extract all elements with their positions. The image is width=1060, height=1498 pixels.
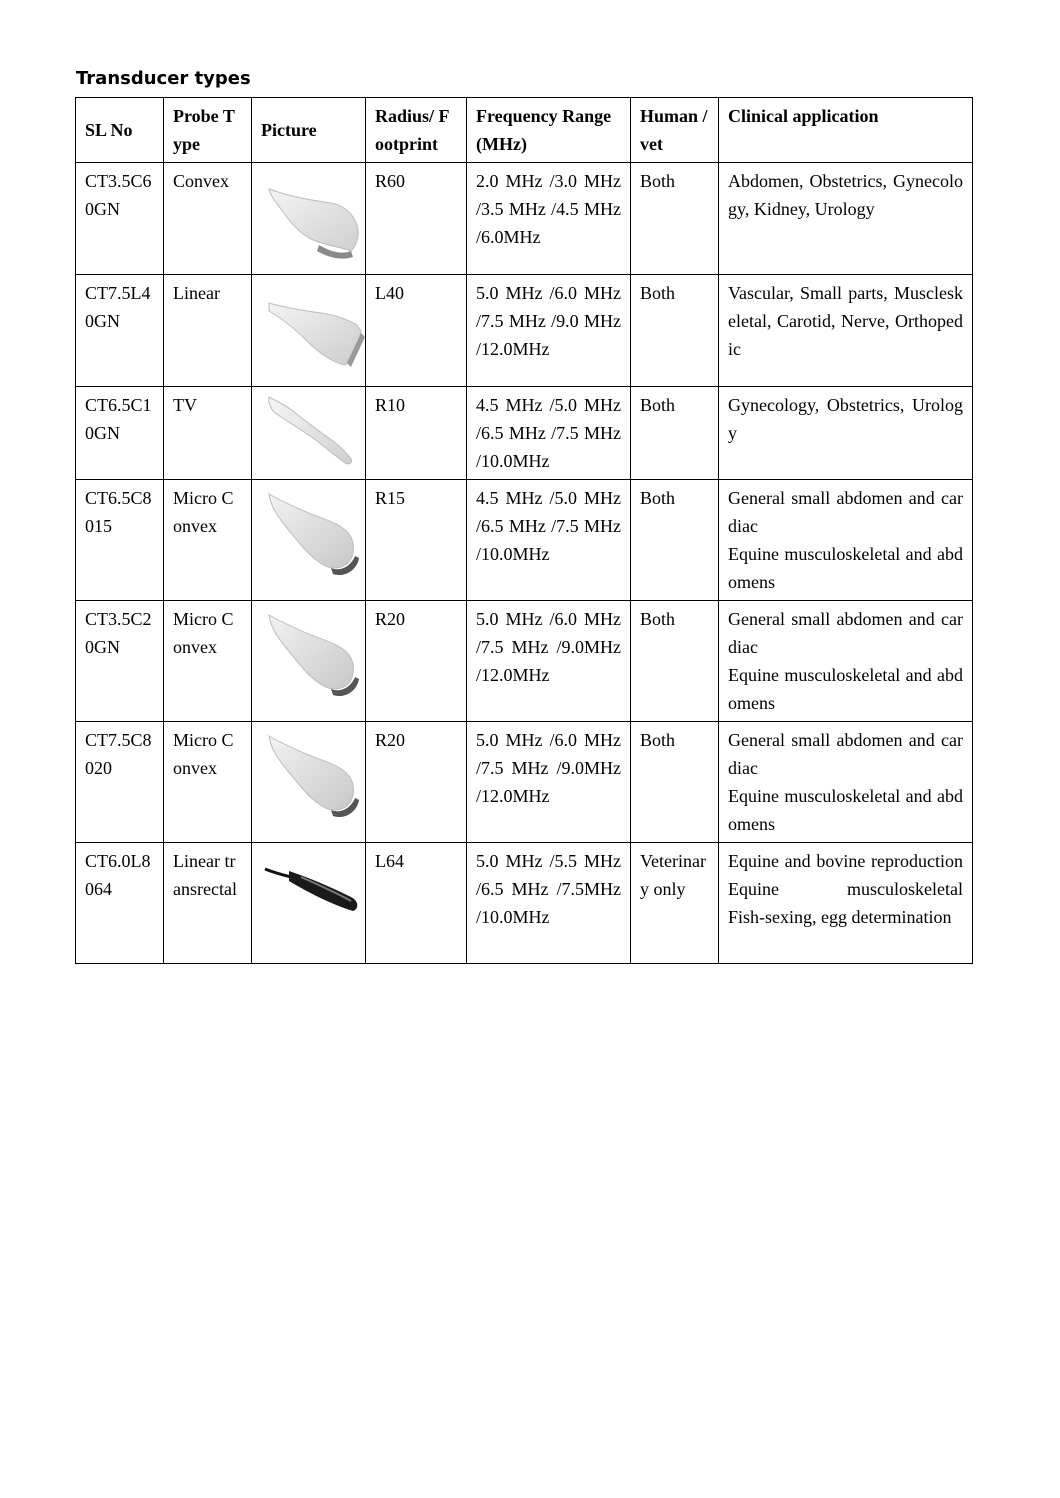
clinical-line: General small abdomen and cardiac — [728, 730, 963, 778]
cell-human-vet: Both — [631, 480, 719, 601]
cell-probe-type: Linear — [164, 275, 252, 387]
convex-probe-icon — [261, 167, 356, 267]
cell-sl-no: CT3.5C60GN — [76, 163, 164, 275]
cell-sl-no: CT3.5C20GN — [76, 601, 164, 722]
header-sl-no: SL No — [76, 98, 164, 163]
clinical-line: Equine and bovine reproduction — [728, 851, 963, 871]
cell-human-vet: Both — [631, 275, 719, 387]
table-row — [76, 480, 973, 601]
cell-probe-type: Micro Convex — [164, 480, 252, 601]
cell-frequency: 2.0 MHz /3.0 MHz /3.5 MHz /4.5 MHz /6.0MHz — [467, 163, 631, 275]
cell-sl-no: CT6.5C10GN — [76, 387, 164, 480]
cell-frequency: 5.0 MHz /6.0 MHz /7.5 MHz /9.0MHz /12.0MHz — [467, 601, 631, 722]
header-probe-type: Probe Type — [164, 98, 252, 163]
cell-sl-no: CT7.5L40GN — [76, 275, 164, 387]
page-title: Transducer types — [76, 68, 251, 89]
micro-convex-probe-icon — [261, 605, 356, 705]
linear-probe-icon — [261, 279, 356, 379]
header-human-vet: Human / vet — [631, 98, 719, 163]
cell-probe-type: Micro Convex — [164, 722, 252, 843]
cell-clinical — [719, 843, 973, 964]
cell-frequency: 5.0 MHz /5.5 MHz /6.5 MHz /7.5MHz /10.0MHz — [467, 843, 631, 964]
clinical-line: Abdomen, Obstetrics, Gynecology, Kidney, Urology — [728, 171, 963, 219]
clinical-line: Fish-sexing, egg determination — [728, 907, 952, 927]
cell-radius: R10 — [366, 387, 467, 480]
cell-probe-type: Convex — [164, 163, 252, 275]
cell-frequency: 5.0 MHz /6.0 MHz /7.5 MHz /9.0MHz /12.0MHz — [467, 722, 631, 843]
header-picture: Picture — [252, 98, 366, 163]
cell-radius: R20 — [366, 722, 467, 843]
clinical-line: General small abdomen and cardiac — [728, 609, 963, 657]
header-radius: Radius/ Footprint — [366, 98, 467, 163]
clinical-line: General small abdomen and cardiac — [728, 488, 963, 536]
header-row — [76, 98, 973, 163]
cell-sl-no: CT6.5C8015 — [76, 480, 164, 601]
cell-clinical — [719, 275, 973, 387]
cell-radius: R20 — [366, 601, 467, 722]
cell-frequency: 5.0 MHz /6.0 MHz /7.5 MHz /9.0 MHz /12.0MHz — [467, 275, 631, 387]
clinical-line: Equine musculoskeletal — [728, 879, 963, 899]
clinical-line: Equine musculoskeletal and abdomens — [728, 665, 963, 713]
transrectal-probe-icon — [261, 847, 356, 917]
cell-radius: R15 — [366, 480, 467, 601]
micro-convex-probe-icon — [261, 484, 356, 584]
cell-probe-type: Micro Convex — [164, 601, 252, 722]
cell-human-vet: Both — [631, 722, 719, 843]
table-row — [76, 275, 973, 387]
table-row — [76, 601, 973, 722]
cell-picture — [252, 480, 366, 601]
cell-clinical — [719, 601, 973, 722]
header-clinical: Clinical application — [719, 98, 973, 163]
cell-picture — [252, 722, 366, 843]
clinical-line: Equine musculoskeletal and abdomens — [728, 544, 963, 592]
cell-clinical — [719, 480, 973, 601]
clinical-line: Gynecology, Obstetrics, Urology — [728, 395, 963, 443]
cell-clinical — [719, 387, 973, 480]
cell-picture — [252, 843, 366, 964]
cell-picture — [252, 601, 366, 722]
transvaginal-probe-icon — [261, 391, 356, 467]
clinical-line: Equine musculoskeletal and abdomens — [728, 786, 963, 834]
cell-radius: L64 — [366, 843, 467, 964]
table-row — [76, 722, 973, 843]
cell-human-vet: Both — [631, 387, 719, 480]
cell-human-vet: Both — [631, 163, 719, 275]
cell-probe-type: TV — [164, 387, 252, 480]
transducer-table — [75, 97, 973, 964]
cell-sl-no: CT6.0L8064 — [76, 843, 164, 964]
cell-picture — [252, 387, 366, 480]
cell-radius: L40 — [366, 275, 467, 387]
table-row — [76, 843, 973, 964]
cell-frequency: 4.5 MHz /5.0 MHz /6.5 MHz /7.5 MHz /10.0MHz — [467, 387, 631, 480]
cell-picture — [252, 275, 366, 387]
header-frequency: Frequency Range(MHz) — [467, 98, 631, 163]
cell-sl-no: CT7.5C8020 — [76, 722, 164, 843]
cell-frequency: 4.5 MHz /5.0 MHz /6.5 MHz /7.5 MHz /10.0MHz — [467, 480, 631, 601]
cell-radius: R60 — [366, 163, 467, 275]
cell-probe-type: Linear transrectal — [164, 843, 252, 964]
cell-picture — [252, 163, 366, 275]
table-row — [76, 163, 973, 275]
micro-convex-probe-icon — [261, 726, 356, 826]
cell-clinical — [719, 163, 973, 275]
clinical-line: Vascular, Small parts, Muscleskeletal, Carotid, Nerve, Orthopedic — [728, 283, 963, 359]
cell-human-vet: Veterinary only — [631, 843, 719, 964]
cell-clinical — [719, 722, 973, 843]
table-row — [76, 387, 973, 480]
cell-human-vet: Both — [631, 601, 719, 722]
